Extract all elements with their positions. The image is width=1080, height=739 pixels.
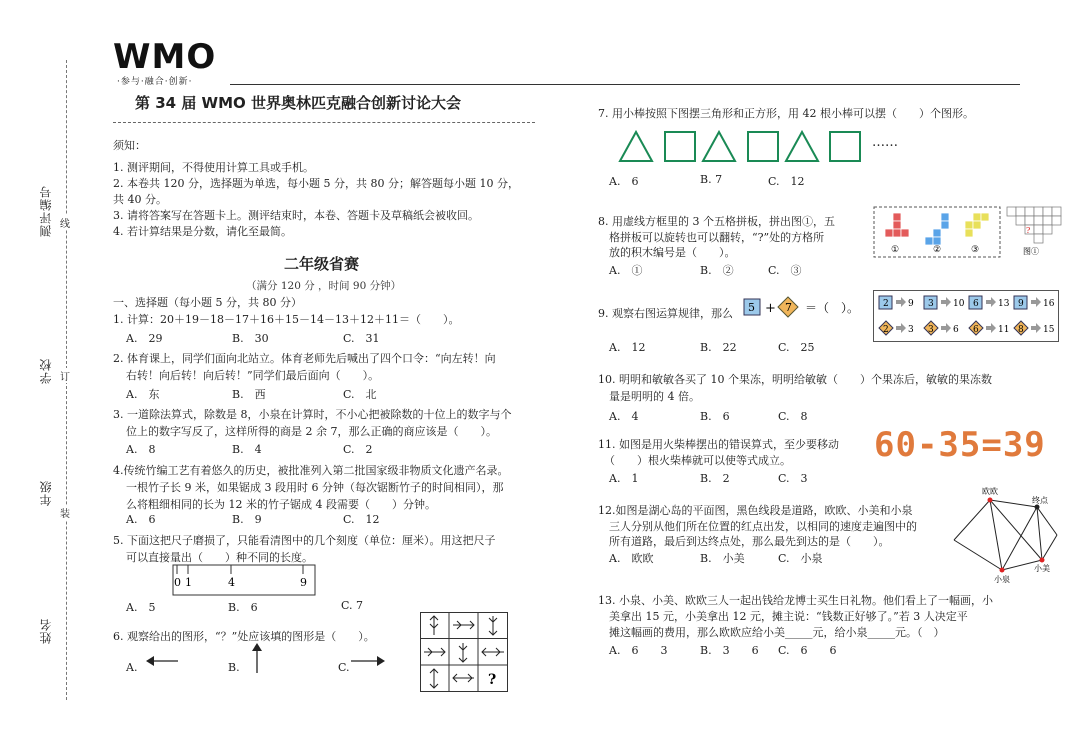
q3-option-c[interactable]: C. 2	[343, 443, 373, 456]
q3-option-b[interactable]: B. 4	[232, 443, 262, 456]
q10-option-a[interactable]: A. 4	[609, 410, 639, 423]
question-13-line3: 摊这幅画的费用，那么欧欧应给小美_____元，给小泉_____元。（ ）	[609, 626, 945, 639]
ruler-mark: 9	[300, 576, 307, 589]
q5-option-c[interactable]: C. 7	[341, 599, 364, 612]
piece-label: ②	[933, 245, 942, 255]
q1-option-a[interactable]: A. 29	[126, 332, 163, 345]
q1-option-c[interactable]: C. 31	[343, 332, 380, 345]
q6-pattern-grid	[420, 612, 508, 692]
q2-option-a[interactable]: A. 东	[126, 388, 160, 401]
up-arrow-icon	[250, 643, 264, 673]
rule-output-value: 15	[1043, 325, 1055, 335]
margin-label-school: 学校	[39, 358, 53, 384]
cut-mark-bind: 订	[58, 368, 72, 383]
q8-figure-label: 图①	[1023, 247, 1039, 256]
q12-option-c[interactable]: C. 小泉	[778, 552, 823, 565]
q8-option-b[interactable]: B. ②	[700, 264, 734, 277]
rule-input-value: 9	[1018, 299, 1024, 309]
q8-option-c[interactable]: C. ③	[768, 264, 802, 277]
rule-output-value: 16	[1043, 299, 1055, 309]
q2-option-c[interactable]: C. 北	[343, 388, 377, 401]
notice-heading: 须知：	[113, 139, 146, 152]
question-10-line1: 10. 明明和敏敏各买了 10 个果冻，明明给敏敏（ ）个果冻后，敏敏的果冻数	[598, 373, 992, 386]
rule-input-value: 2	[883, 299, 889, 309]
rule-output-value: 13	[998, 299, 1010, 309]
q11-option-b[interactable]: B. 2	[700, 472, 730, 485]
exam-info: （满分 120 分 ，时间 90 分钟）	[246, 280, 402, 292]
left-arrow-icon	[146, 654, 180, 668]
title-divider	[113, 122, 535, 123]
rule-output-value: 11	[998, 325, 1010, 335]
margin-label-name: 姓名	[39, 618, 53, 644]
question-12-line3: 所有道路，最后到达终点处，那么最先到达的是（ ）。	[609, 535, 890, 548]
rule-output-value: 6	[953, 325, 959, 335]
q11-matchstick-equation: 60-35=39	[874, 425, 1046, 465]
question-4-line3: 么将粗细相同的长为 12 米的竹子锯成 4 段需要（ ）分钟。	[126, 498, 436, 511]
ruler-mark: 0	[174, 576, 181, 589]
q8-question-mark: ?	[1026, 226, 1031, 235]
ruler-mark: 4	[228, 576, 235, 589]
q4-option-c[interactable]: C. 12	[343, 513, 380, 526]
question-6: 6. 观察给出的图形，“？”处应该填的图形是（ ）。	[113, 630, 375, 643]
q7-option-a[interactable]: A. 6	[609, 175, 639, 188]
q12-island-map	[952, 485, 1062, 585]
section-heading: 一、选择题（每小题 5 分，共 80 分）	[113, 296, 302, 309]
question-5-line2: 可以直接量出（ ）种不同的长度。	[126, 551, 313, 564]
q4-option-b[interactable]: B. 9	[232, 513, 262, 526]
q7-option-b[interactable]: B. 7	[700, 173, 723, 186]
q4-option-a[interactable]: A. 6	[126, 513, 156, 526]
q10-option-c[interactable]: C. 8	[778, 410, 808, 423]
question-4-line2: 一根竹子长 9 米，如果锯成 3 段用时 6 分钟（每次锯断竹子的时间相同），那	[126, 481, 504, 494]
margin-label-grade: 年级	[39, 480, 53, 506]
margin-label-exam-number: 测评编号	[39, 185, 53, 237]
piece-label: ①	[891, 245, 900, 255]
notice-item: 4. 若计算结果是分数，请化至最简。	[113, 225, 292, 238]
question-2-line1: 2. 体育课上，同学们面向北站立。体育老师先后喊出了四个口令：“向左转！向	[113, 352, 496, 365]
header-divider	[230, 84, 1020, 85]
rule-input-value: 6	[973, 299, 979, 309]
q7-shape-sequence	[618, 129, 868, 165]
question-11-line2: （ ）根火柴棒就可以使等式成立。	[604, 454, 791, 467]
map-label-xiaomei: 小美	[1034, 564, 1050, 573]
exam-notice	[113, 138, 543, 240]
question-4-line1: 4.传统竹编工艺有着悠久的历史，被批准列入第二批国家级非物质文化遗产名录。	[113, 464, 509, 477]
rule-input-value: 8	[1018, 325, 1024, 335]
q9-expression	[743, 295, 863, 319]
q13-option-a[interactable]: A. 6 3	[609, 644, 668, 657]
q11-option-a[interactable]: A. 1	[609, 472, 639, 485]
q5-option-b[interactable]: B. 6	[228, 601, 258, 614]
question-10-line2: 量是明明的 4 倍。	[609, 390, 700, 403]
q6-option-b[interactable]: B.	[228, 661, 240, 674]
rule-output-value: 9	[908, 299, 914, 309]
question-8-line1: 8. 用虚线方框里的 3 个五格拼板，拼出图①，五	[598, 215, 835, 228]
q5-option-a[interactable]: A. 5	[126, 601, 156, 614]
question-11-line1: 11. 如图是用火柴棒摆出的错误算式，至少要移动	[598, 438, 839, 451]
notice-item: 3. 请将答案写在答题卡上。测评结束时，本卷、答题卡及草稿纸会被收回。	[113, 209, 479, 222]
rule-output-value: 3	[908, 325, 914, 335]
question-13-line2: 美拿出 15 元，小美拿出 12 元，摊主说：“钱数正好够了。”若 3 人决定平	[609, 610, 968, 623]
logo-slogan: ·参与·融合·创新·	[117, 77, 193, 87]
cut-mark-staple: 装	[58, 505, 72, 520]
expr-operand-square: 5	[748, 301, 755, 314]
q12-option-a[interactable]: A. 欧欧	[609, 552, 654, 565]
grade-title: 二年级省赛	[284, 255, 360, 273]
rule-input-value: 2	[883, 325, 889, 335]
expr-operand-diamond: 7	[785, 301, 792, 314]
q11-option-c[interactable]: C. 3	[778, 472, 808, 485]
q1-option-b[interactable]: B. 30	[232, 332, 269, 345]
notice-item: 2. 本卷共 120 分，选择题为单选，每小题 5 分，共 80 分；解答题每小题 10 分，	[113, 177, 519, 190]
question-9: 9. 观察右图运算规律，那么	[598, 307, 733, 320]
notice-item: 共 40 分。	[113, 193, 167, 206]
q9-option-b[interactable]: B. 22	[700, 341, 737, 354]
q3-option-a[interactable]: A. 8	[126, 443, 156, 456]
expr-operator: +	[765, 301, 776, 316]
worn-ruler	[172, 564, 317, 598]
question-7: 7. 用小棒按照下图摆三角形和正方形，用 42 根小棒可以摆（ ）个图形。	[598, 107, 974, 120]
cut-mark-line: 线	[58, 215, 72, 230]
question-8-line2: 格拼板可以旋转也可以翻转，“?”处的方格所	[609, 231, 825, 244]
q9-rule-table	[873, 290, 1059, 342]
rule-input-value: 6	[973, 325, 979, 335]
question-1: 1. 计算：20＋19－18－17＋16＋15－14－13＋12＋11＝（ ）。	[113, 313, 460, 326]
map-label-end: 终点	[1032, 496, 1048, 505]
q6-option-a[interactable]: A.	[126, 661, 138, 674]
q12-option-b[interactable]: B. 小美	[700, 552, 745, 565]
question-3-line2: 位上的数字写反了，这样所得的商是 2 余 7，那么正确的商应该是（ ）。	[126, 425, 497, 438]
q6-option-c[interactable]: C.	[338, 661, 350, 674]
q6-missing-mark: ?	[488, 672, 497, 688]
question-13-line1: 13. 小泉、小美、欧欧三人一起出钱给龙博士买生日礼物。他们看上了一幅画，小	[598, 594, 993, 607]
ruler-mark: 1	[185, 576, 192, 589]
question-8-line3: 放的积木编号是（ ）。	[609, 246, 736, 259]
rule-input-value: 3	[928, 325, 934, 335]
right-arrow-icon	[351, 654, 385, 668]
rule-input-value: 3	[928, 299, 934, 309]
wmo-logo: WMO	[113, 37, 217, 77]
q13-option-c[interactable]: C. 6 6	[778, 644, 837, 657]
piece-label: ③	[971, 245, 980, 255]
q8-pentomino-figure	[873, 205, 1070, 259]
q13-option-b[interactable]: B. 3 6	[700, 644, 759, 657]
q9-option-a[interactable]: A. 12	[609, 341, 646, 354]
q2-option-b[interactable]: B. 西	[232, 388, 266, 401]
question-12-line2: 三人分别从他们所在位置的红点出发，以相同的速度走遍图中的	[609, 520, 917, 533]
question-3-line1: 3. 一道除法算式，除数是 8，小泉在计算时，不小心把被除数的十位上的数字与个	[113, 408, 512, 421]
question-5-line1: 5. 下面这把尺子磨损了，只能看清图中的几个刻度（单位：厘米）。用这把尺子	[113, 534, 496, 547]
q8-option-a[interactable]: A. ①	[609, 264, 643, 277]
q7-option-c[interactable]: C. 12	[768, 175, 805, 188]
q7-ellipsis: ……	[872, 135, 898, 150]
rule-output-value: 10	[953, 299, 965, 309]
q9-option-c[interactable]: C. 25	[778, 341, 815, 354]
map-label-xiaoquan: 小泉	[994, 575, 1010, 584]
q10-option-b[interactable]: B. 6	[700, 410, 730, 423]
page-title: 第 34 届 WMO 世界奥林匹克融合创新讨论大会	[135, 94, 461, 112]
map-label-oouo: 欧欧	[982, 487, 998, 496]
question-2-line2: 右转！向后转！向后转！”同学们最后面向（ ）。	[126, 369, 380, 382]
expr-equals: ＝（ ）。	[805, 301, 860, 315]
notice-item: 1. 测评期间，不得使用计算工具或手机。	[113, 161, 314, 174]
question-12-line1: 12.如图是湖心岛的平面图，黑色线段是道路，欧欧、小美和小泉	[598, 504, 913, 517]
